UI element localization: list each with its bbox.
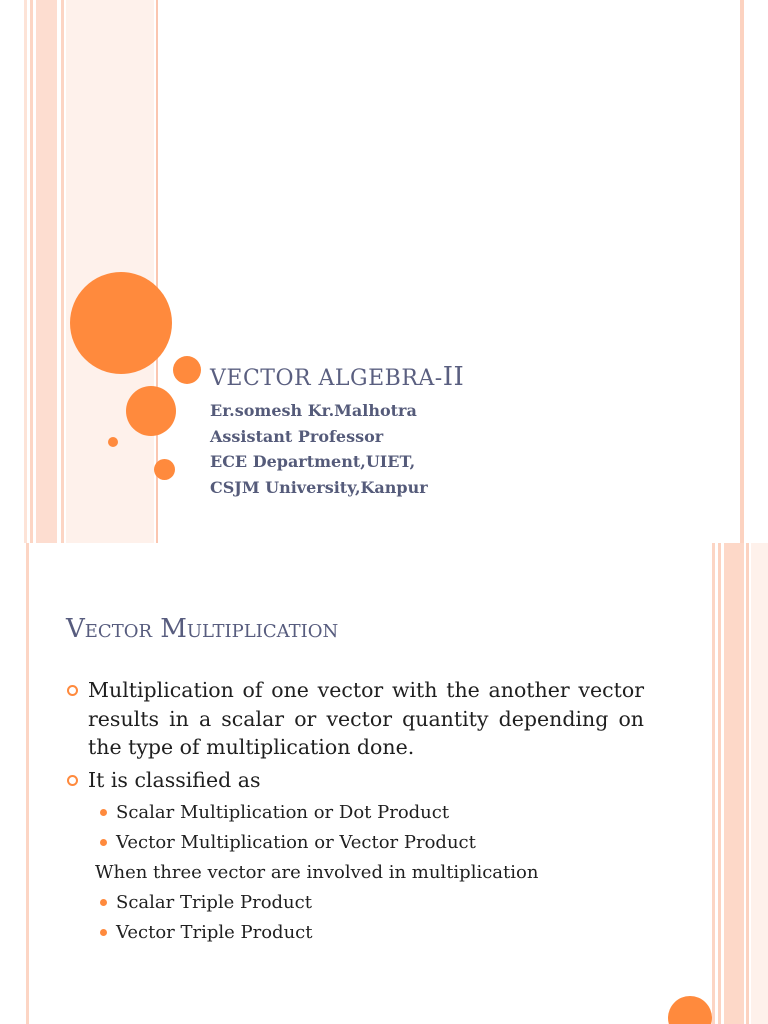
- decor-stripe: [30, 0, 33, 543]
- sub-list-item: Scalar Triple Product: [66, 888, 644, 918]
- author-line: ECE Department,UIET,: [210, 452, 416, 471]
- slide-body: [66, 676, 644, 948]
- decor-stripe: [751, 543, 768, 1024]
- decor-stripe: [24, 0, 27, 543]
- decor-circle-medium: [126, 386, 176, 436]
- author-line: Er.somesh Kr.Malhotra: [210, 401, 417, 420]
- decor-stripe: [746, 543, 749, 1024]
- sub-list-item: Scalar Multiplication or Dot Product: [66, 798, 644, 828]
- bullet-dot-icon: [100, 899, 107, 906]
- decor-circle-large: [70, 272, 172, 374]
- decor-stripe: [712, 543, 715, 1024]
- decor-circle-tiny: [108, 437, 118, 447]
- decor-stripe: [718, 543, 721, 1024]
- bullet-item: Multiplication of one vector with the another vector results in a scalar or vector quantity depending on the type of multiplication done.: [66, 676, 644, 762]
- author-line: CSJM University,Kanpur: [210, 477, 428, 497]
- decor-stripe: [36, 0, 57, 543]
- bullet-ring-icon: [67, 775, 78, 786]
- decor-circle-small: [154, 459, 175, 480]
- slide-title: VECTOR ALGEBRA-II: [210, 362, 465, 392]
- decor-stripe: [740, 0, 744, 543]
- bullet-item: It is classified as: [66, 766, 644, 795]
- decor-stripe: [61, 0, 64, 543]
- author-line: Assistant Professor: [210, 426, 384, 446]
- decor-circle-corner: [668, 996, 712, 1024]
- decor-stripe: [66, 0, 154, 543]
- sub-list-item: Vector Multiplication or Vector Product: [66, 828, 644, 858]
- bullet-dot-icon: [100, 839, 107, 846]
- bullet-ring-icon: [67, 685, 78, 696]
- slide-title: Vector Multiplication: [66, 614, 339, 644]
- note-text: When three vector are involved in multiplication: [95, 862, 539, 883]
- author-info: [210, 398, 428, 500]
- decor-stripe: [724, 543, 744, 1024]
- bullet-dot-icon: [100, 929, 107, 936]
- decor-stripe: [26, 543, 29, 1024]
- sub-list: [66, 798, 644, 948]
- decor-circle-small: [173, 356, 201, 384]
- sub-list-item: Vector Triple Product: [66, 918, 644, 948]
- bullet-dot-icon: [100, 809, 107, 816]
